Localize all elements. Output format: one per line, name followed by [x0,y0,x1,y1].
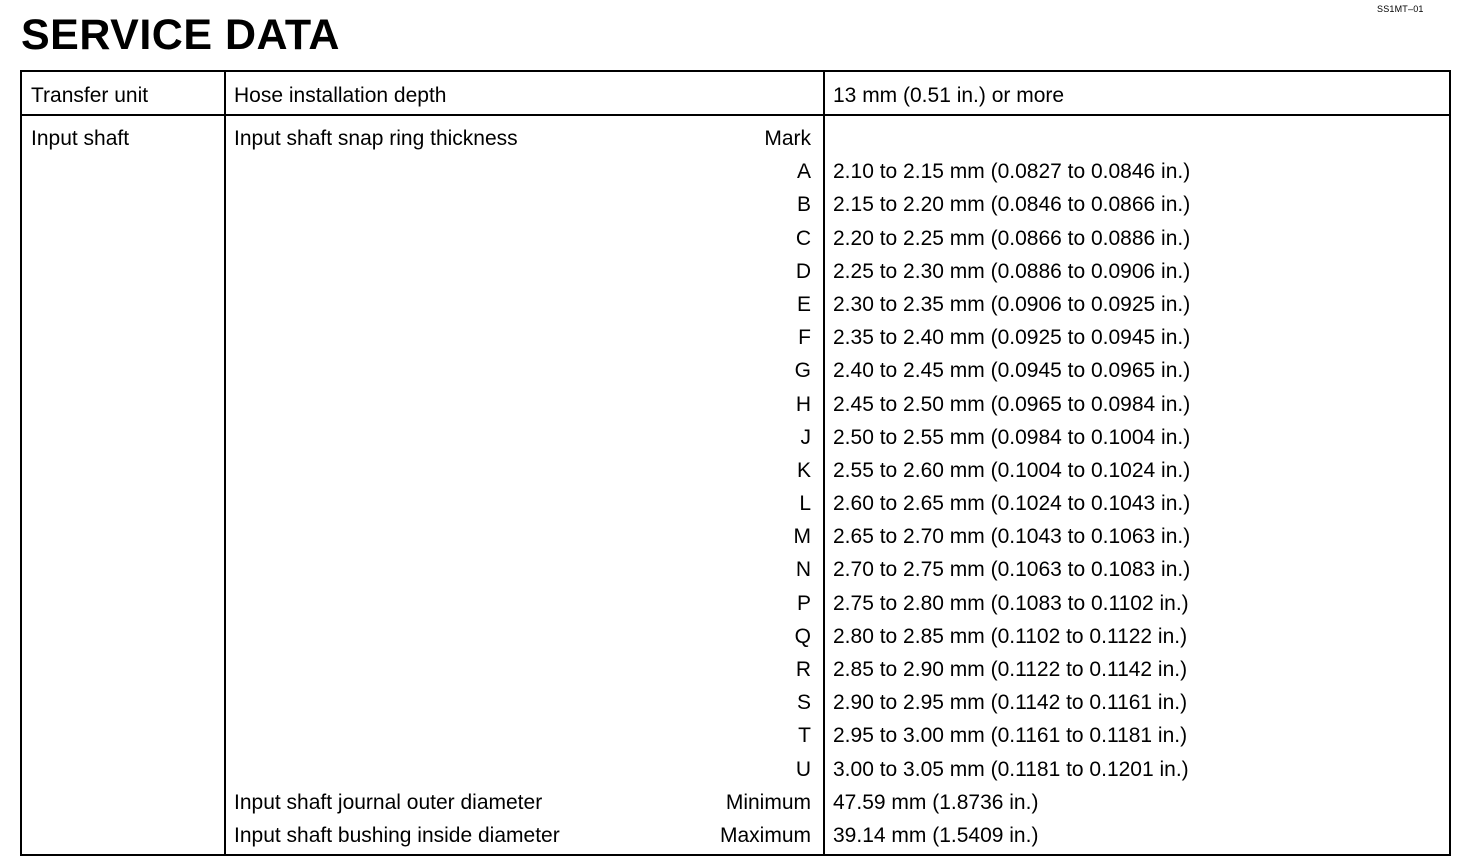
spec-cell: 2.90 to 2.95 mm (0.1142 to 0.1161 in.) [833,691,1188,715]
journal-spec: 47.59 mm (1.8736 in.) [833,790,1039,814]
spec-cell: 2.55 to 2.60 mm (0.1004 to 0.1024 in.) [833,458,1191,482]
spec-cell: 2.15 to 2.20 mm (0.0846 to 0.0866 in.) [833,193,1191,217]
column-divider [823,72,825,854]
mark-cell: L [799,492,811,516]
transfer-unit-component: Transfer unit [31,84,149,107]
spec-cell: 2.45 to 2.50 mm (0.0965 to 0.0984 in.) [833,392,1191,416]
mark-cell: H [795,392,811,416]
mark-cell: C [795,226,811,250]
mark-cell: G [794,359,811,383]
mark-cell: D [795,259,811,283]
mark-cell: S [796,691,811,715]
mark-cell: J [800,425,811,449]
spec-cell: 2.10 to 2.15 mm (0.0827 to 0.0846 in.) [833,160,1191,184]
mark-cell: P [796,591,811,615]
column-divider [224,72,226,854]
mark-cell: U [795,757,811,781]
spec-cell: 2.95 to 3.00 mm (0.1161 to 0.1181 in.) [833,724,1188,748]
mark-column [720,122,811,852]
mark-cell: E [796,292,811,316]
bushing-qualifier: Maximum [719,823,811,847]
bushing-inside-diameter-item: Input shaft bushing inside diameter [234,824,560,848]
spec-cell: 2.80 to 2.85 mm (0.1102 to 0.1122 in.) [833,624,1188,648]
spec-cell: 2.65 to 2.70 mm (0.1043 to 0.1063 in.) [833,525,1191,549]
spec-column [833,122,1190,852]
service-data-table [20,70,1451,856]
spec-cell: 2.75 to 2.80 mm (0.1083 to 0.1102 in.) [833,591,1189,615]
mark-cell: N [795,558,811,582]
row-divider [22,114,1449,116]
mark-cell: F [798,326,811,350]
journal-outer-diameter-item: Input shaft journal outer diameter [234,791,543,814]
hose-installation-depth-item: Hose installation depth [234,84,447,107]
spec-cell: 2.40 to 2.45 mm (0.0945 to 0.0965 in.) [833,359,1191,383]
mark-header: Mark [764,127,811,150]
page-title: SERVICE DATA [21,11,340,59]
snap-ring-thickness-item: Input shaft snap ring thickness [234,127,518,150]
spec-cell: 2.70 to 2.75 mm (0.1063 to 0.1083 in.) [833,558,1191,582]
mark-cell: M [793,525,811,549]
mark-cell: A [796,160,811,184]
mark-cell: B [796,193,811,217]
spec-cell: 2.35 to 2.40 mm (0.0925 to 0.0945 in.) [833,326,1191,350]
spec-cell: 2.85 to 2.90 mm (0.1122 to 0.1142 in.) [833,658,1188,681]
mark-cell: T [798,724,811,748]
document-code: SS1MT–01 [1377,4,1424,14]
spec-cell: 3.00 to 3.05 mm (0.1181 to 0.1201 in.) [833,757,1189,781]
hose-installation-depth-spec: 13 mm (0.51 in.) or more [833,84,1065,107]
spec-cell: 2.50 to 2.55 mm (0.0984 to 0.1004 in.) [833,425,1191,449]
spec-header-blank [833,122,1190,155]
spec-cell: 2.30 to 2.35 mm (0.0906 to 0.0925 in.) [833,292,1191,316]
input-shaft-component: Input shaft [31,127,130,150]
spec-cell: 2.60 to 2.65 mm (0.1024 to 0.1043 in.) [833,492,1191,516]
mark-cell: K [796,458,811,482]
spec-cell: 2.25 to 2.30 mm (0.0886 to 0.0906 in.) [833,259,1191,283]
bushing-spec: 39.14 mm (1.5409 in.) [833,823,1039,847]
mark-cell: R [795,658,811,681]
mark-cell: Q [794,624,811,648]
journal-qualifier: Minimum [725,790,811,814]
spec-cell: 2.20 to 2.25 mm (0.0866 to 0.0886 in.) [833,226,1191,250]
